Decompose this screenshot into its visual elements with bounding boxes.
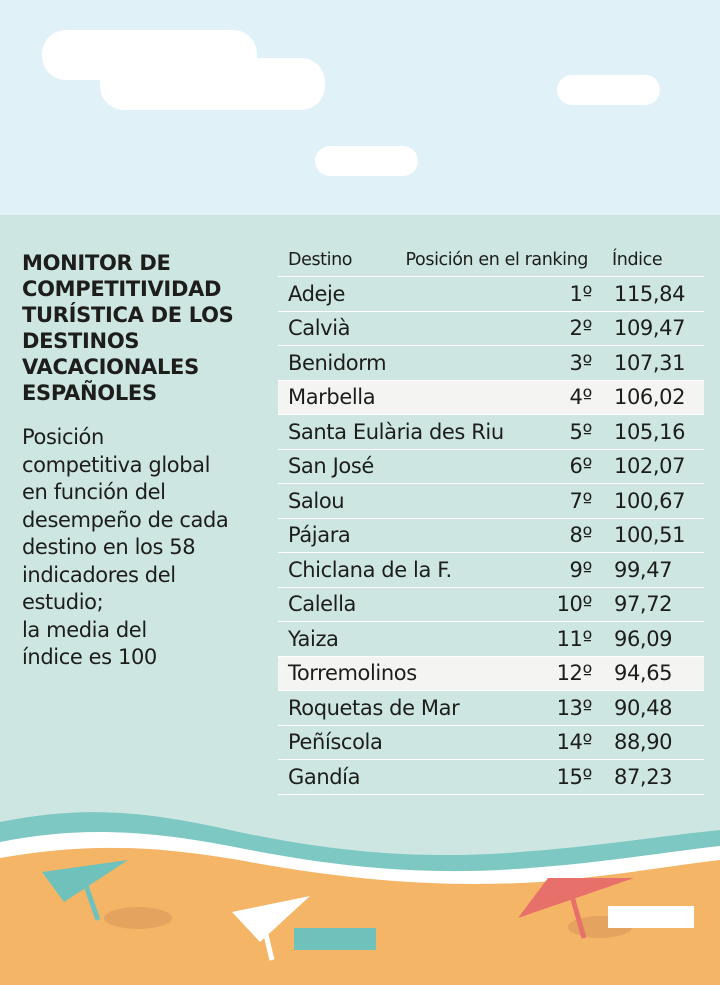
row-destino: Roquetas de Mar <box>288 695 460 720</box>
row-indice: 100,67 <box>614 488 686 513</box>
table-row <box>278 312 704 347</box>
row-indice: 96,09 <box>614 626 673 651</box>
sky-background <box>0 0 720 215</box>
table-row <box>278 450 704 485</box>
beach-illustration <box>0 800 720 985</box>
table-row <box>278 657 704 692</box>
row-posicion: 7º <box>569 488 592 513</box>
table-row <box>278 622 704 657</box>
row-posicion: 15º <box>556 764 592 789</box>
ranking-table <box>278 244 704 795</box>
cloud-icon <box>557 75 660 105</box>
row-destino: Salou <box>288 488 345 513</box>
row-indice: 107,31 <box>614 350 686 375</box>
row-destino: Santa Eulària des Riu <box>288 419 504 444</box>
table-row <box>278 277 704 312</box>
table-row <box>278 588 704 623</box>
table-row <box>278 415 704 450</box>
row-destino: Chiclana de la F. <box>288 557 452 582</box>
row-indice: 109,47 <box>614 316 686 341</box>
cloud-icon <box>315 146 418 176</box>
row-indice: 90,48 <box>614 695 673 720</box>
table-row <box>278 381 704 416</box>
row-posicion: 14º <box>556 730 592 755</box>
description-text: Posición competitiva global en función del desempeño de cada destino en los 58 indicadores del estudio; la media del índice es 100 <box>22 425 229 669</box>
row-indice: 106,02 <box>614 385 686 410</box>
row-posicion: 2º <box>569 316 592 341</box>
table-row <box>278 760 704 795</box>
row-posicion: 10º <box>556 592 592 617</box>
beach-towel-icon <box>608 906 694 928</box>
row-destino: Benidorm <box>288 350 387 375</box>
row-indice: 88,90 <box>614 730 673 755</box>
row-destino: Calvià <box>288 316 351 341</box>
row-destino: Gandía <box>288 764 361 789</box>
row-indice: 87,23 <box>614 764 673 789</box>
cloud-icon <box>100 58 325 110</box>
table-row <box>278 519 704 554</box>
row-posicion: 3º <box>569 350 592 375</box>
row-indice: 97,72 <box>614 592 673 617</box>
page-title: MONITOR DE COMPETITIVIDAD TURÍSTICA DE LOS DESTINOS VACACIONALES ESPAÑOLES <box>22 251 234 405</box>
table-row <box>278 346 704 381</box>
row-destino: Yaiza <box>288 626 339 651</box>
header-destino: Destino <box>288 250 353 270</box>
row-indice: 115,84 <box>614 281 686 306</box>
row-destino: Adeje <box>288 281 346 306</box>
row-posicion: 1º <box>569 281 592 306</box>
row-destino: Pájara <box>288 523 351 548</box>
row-posicion: 13º <box>556 695 592 720</box>
row-posicion: 4º <box>569 385 592 410</box>
header-posicion: Posición en el ranking <box>405 250 588 270</box>
row-destino: Peñíscola <box>288 730 383 755</box>
table-row <box>278 484 704 519</box>
row-destino: Torremolinos <box>288 661 417 686</box>
row-posicion: 12º <box>556 661 592 686</box>
table-row <box>278 726 704 761</box>
row-indice: 102,07 <box>614 454 686 479</box>
row-destino: San José <box>288 454 374 479</box>
row-posicion: 9º <box>569 557 592 582</box>
header-indice: Índice <box>612 250 663 270</box>
table-row <box>278 553 704 588</box>
row-destino: Calella <box>288 592 357 617</box>
row-posicion: 5º <box>569 419 592 444</box>
row-indice: 105,16 <box>614 419 686 444</box>
row-indice: 99,47 <box>614 557 673 582</box>
table-row <box>278 691 704 726</box>
beach-towel-icon <box>294 928 376 950</box>
row-indice: 100,51 <box>614 523 686 548</box>
row-posicion: 6º <box>569 454 592 479</box>
row-posicion: 11º <box>556 626 592 651</box>
row-posicion: 8º <box>569 523 592 548</box>
table-header <box>278 244 704 277</box>
row-indice: 94,65 <box>614 661 673 686</box>
row-destino: Marbella <box>288 385 376 410</box>
